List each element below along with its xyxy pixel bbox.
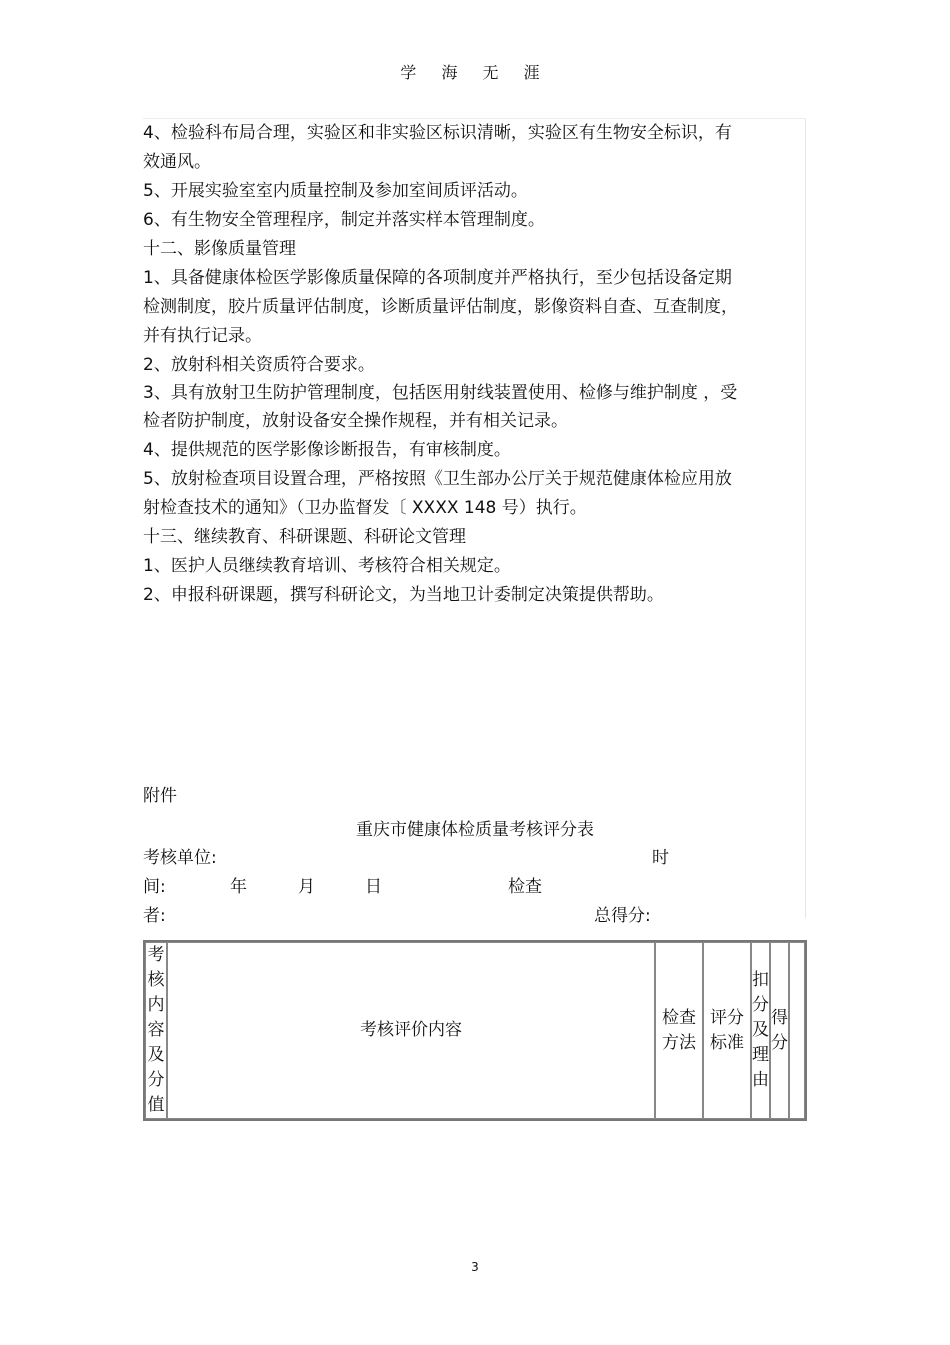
unit-label: 考核单位: (143, 848, 217, 868)
body-line: 1、具备健康体检医学影像质量保障的各项制度并严格执行，至少包括设备定期 (143, 268, 732, 288)
body-line: 5、开展实验室室内质量控制及参加室间质评活动。 (143, 181, 528, 201)
month-label: 月 (298, 877, 315, 897)
content-frame (143, 118, 806, 918)
inspector-label: 检查 (508, 877, 542, 897)
col-evaluation: 考核评价内容 (167, 942, 655, 1119)
section-heading: 十二、影像质量管理 (143, 239, 296, 259)
body-line: 并有执行记录。 (143, 326, 262, 346)
body-line: 1、医护人员继续教育培训、考核符合相关规定。 (143, 556, 511, 576)
inspector-label-cont: 者: (143, 906, 166, 926)
total-score-label: 总得分: (594, 906, 651, 926)
section-heading: 十三、继续教育、科研课题、科研论文管理 (143, 527, 466, 547)
body-line: 检者防护制度，放射设备安全操作规程，并有相关记录。 (143, 411, 568, 431)
page-number: 3 (471, 1260, 479, 1274)
score-table (143, 940, 807, 1121)
body-line: 射检查技术的通知》（卫办监督发〔 XXXX 148 号）执行。 (143, 498, 587, 518)
col-content-value: 考核内容及分值 (145, 942, 167, 1119)
day-label: 日 (365, 877, 382, 897)
body-line: 2、放射科相关资质符合要求。 (143, 355, 375, 375)
col-extra (789, 942, 805, 1119)
body-line: 2、申报科研课题，撰写科研论文，为当地卫计委制定决策提供帮助。 (143, 585, 664, 605)
attachment-label: 附件 (143, 786, 177, 806)
col-standard: 评分标准 (703, 942, 751, 1119)
form-title: 重庆市健康体检质量考核评分表 (356, 820, 594, 840)
time-label-cont: 间: (143, 877, 166, 897)
body-line: 4、提供规范的医学影像诊断报告，有审核制度。 (143, 440, 511, 460)
body-line: 6、有生物安全管理程序，制定并落实样本管理制度。 (143, 210, 545, 230)
table-header-row (145, 942, 805, 1119)
time-label: 时 (652, 848, 669, 868)
body-line: 检测制度，胶片质量评估制度，诊断质量评估制度，影像资料自查、互查制度， (143, 297, 738, 317)
page-header: 学 海 无 涯 (400, 63, 550, 82)
col-method: 检查方法 (655, 942, 703, 1119)
body-line: 效通风。 (143, 152, 211, 172)
year-label: 年 (230, 877, 247, 897)
col-deduction: 扣分及理由 (751, 942, 770, 1119)
body-line: 5、放射检查项目设置合理，严格按照《卫生部办公厅关于规范健康体检应用放 (143, 469, 732, 489)
col-score: 得分 (770, 942, 789, 1119)
body-line: 3、具有放射卫生防护管理制度，包括医用射线装置使用、检修与维护制度 ，受 (143, 383, 738, 403)
body-line: 4、检验科布局合理，实验区和非实验区标识清晰，实验区有生物安全标识，有 (143, 123, 732, 143)
